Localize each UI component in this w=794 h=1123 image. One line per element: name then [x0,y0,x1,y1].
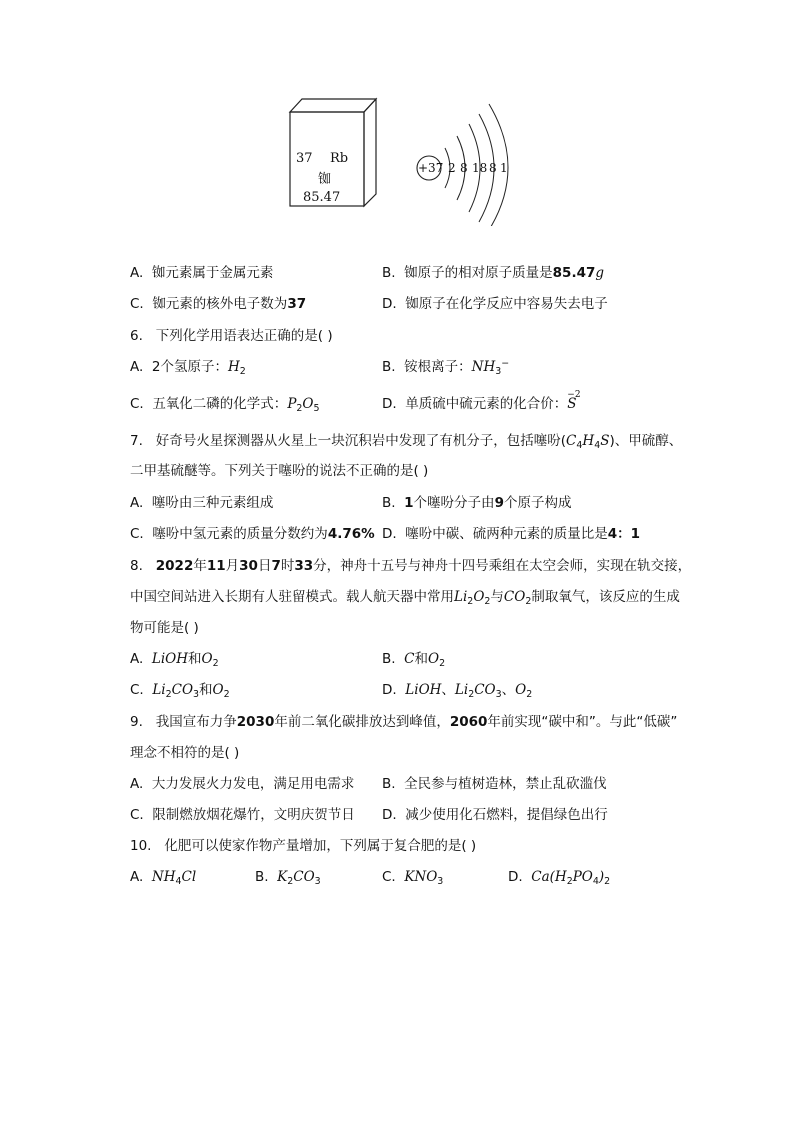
option-letter: D. [382,396,397,412]
shell-5-electrons: 1 [500,161,508,175]
subscript: 2 [239,366,246,377]
option-text: 五氧化二磷的化学式： [152,396,288,412]
option-text: 限制燃放烟花爆竹，文明庆贺节日 [152,807,355,823]
q7-stem-line2: 二甲基硫醚等。下列关于噻吩的说法不正确的是( ) [130,463,429,479]
subscript: 2 [467,596,474,607]
q6-stem [130,327,333,345]
option-text: 和 [199,682,213,698]
subscript: 4 [592,876,599,887]
option-text: 铷原子在化学反应中容易失去电子 [405,296,608,312]
subscript: 2 [165,689,172,700]
subscript: 2 [484,596,491,607]
question-number: 8. [130,558,143,574]
subscript: 2 [439,658,446,669]
formula: CO [474,682,496,698]
option-letter: C. [130,526,144,542]
q8-option-d[interactable] [382,681,532,699]
nucleus-charge: +37 [418,161,444,175]
shell-4-electrons: 8 [489,161,497,175]
shell-1-electrons: 2 [448,161,456,175]
formula: CO [503,589,526,605]
option-letter: C. [130,682,144,698]
formula: H [582,433,595,449]
q5-option-b[interactable] [382,264,604,282]
option-number: 85.47 [552,265,596,281]
option-text: 铷原子的相对原子质量是 [404,265,553,281]
formula: O [212,682,224,698]
formula: S [600,433,610,449]
option-letter: D. [508,869,523,885]
option-letter: B. [255,869,269,885]
q6-option-d[interactable] [382,390,581,413]
formula: CO [293,869,315,885]
option-letter: D. [382,526,397,542]
question-text: 时 [280,558,295,574]
option-unit: g [595,265,605,281]
option-text: 单质硫中硫元素的化合价： [405,396,568,412]
formula: LiOH [405,682,442,698]
subscript: 2 [223,689,230,700]
formula: O [515,682,527,698]
option-letter: B. [382,265,396,281]
subscript: 2 [296,403,303,414]
option-letter: D. [382,296,397,312]
question-number: 6. [130,328,143,344]
q8-option-b[interactable] [382,650,445,668]
option-text: 铵根离子： [404,359,472,375]
number: 33 [294,558,314,574]
element-symbol: Rb [330,151,349,166]
q8-option-c[interactable] [130,681,230,699]
question-text: 年 [193,558,207,574]
number: 2022 [155,558,194,574]
option-letter: B. [382,651,396,667]
q5-option-a[interactable] [130,264,273,282]
subscript: 2 [287,876,294,887]
subscript: 2 [604,876,611,887]
formula: NH [471,359,496,375]
number: 11 [206,558,226,574]
question-number: 9. [130,714,143,730]
option-letter: A. [130,359,144,375]
subscript: 3 [495,366,502,377]
q9-option-d[interactable] [382,806,608,824]
subscript: 4 [576,440,583,451]
formula: H [227,359,240,375]
formula: NH [151,869,176,885]
q8-stem-line1 [130,557,691,575]
option-letter: C. [382,869,396,885]
formula: O [473,589,485,605]
atom-structure [417,104,508,226]
formula: LiOH [151,651,189,667]
shell-3-electrons: 18 [472,161,488,175]
q5-option-d[interactable] [382,295,608,313]
subscript: 2 [468,689,475,700]
q10-option-c[interactable] [382,868,443,886]
formula: C [404,651,415,667]
q10-option-b[interactable] [255,868,321,886]
subscript: 2 [525,596,532,607]
option-letter: C. [130,296,144,312]
separator: 、 [441,682,455,698]
number: 7 [271,558,281,574]
q10-stem [130,837,476,855]
option-text: 个噻吩分子由 [413,495,495,511]
question-text: 月 [225,558,240,574]
q7-stem-line1 [130,432,682,450]
q10-option-d[interactable] [508,868,610,886]
option-letter: A. [130,265,144,281]
q6-option-c[interactable] [130,395,320,413]
option-number: 4：1 [607,526,641,542]
option-text: 大力发展火力发电，满足用电需求 [151,776,355,792]
option-letter: C. [130,396,144,412]
option-letter: B. [382,359,396,375]
formula: Ca(H [531,869,567,885]
q7-option-a[interactable] [130,494,273,512]
q7-option-d[interactable] [382,525,640,543]
formula: KNO [404,869,438,885]
option-letter: C. [130,807,144,823]
subscript: 3 [314,876,321,887]
formula: O [302,396,314,412]
option-text: 铷元素属于金属元素 [151,265,274,281]
question-text: 好奇号火星探测器从火星上一块沉积岩中发现了有机分子，包括噻吩( [155,433,567,449]
formula: Cl [181,869,197,885]
element-card [290,99,376,206]
subscript: 3 [495,689,502,700]
atomic-number: 37 [296,151,313,166]
formula: PO [572,869,593,885]
number: 2030 [236,714,275,730]
q7-option-c[interactable] [130,525,375,543]
shell-2-electrons: 8 [460,161,468,175]
question-text: 我国宣布力争 [155,714,237,730]
formula: ) [598,869,605,885]
element-name: 铷 [318,172,332,187]
atomic-mass: 85.47 [303,190,341,205]
option-letter: A. [130,495,144,511]
option-text: 减少使用化石燃料，提倡绿色出行 [405,807,608,823]
formula: O [201,651,213,667]
option-number: 9 [494,495,504,511]
option-text: 全民参与植树造林，禁止乱砍滥伐 [404,776,607,792]
subscript: 2 [526,689,533,700]
subscript: 2 [566,876,573,887]
number: 2060 [449,714,488,730]
option-number: 1 [404,495,414,511]
q8-option-a[interactable] [130,650,219,668]
q9-stem-line2: 理念不相符的是( ) [130,745,240,761]
option-text: 和 [414,651,428,667]
formula: S [567,396,577,412]
q9-option-c[interactable] [130,806,355,824]
question-text: 年前二氧化碳排放达到峰值， [274,714,450,730]
q8-stem-line2 [130,588,680,606]
option-number: 4.76% [327,526,375,542]
option-letter: B. [382,776,396,792]
question-text: 化肥可以使家作物产量增加，下列属于复合肥的是( ) [164,838,477,854]
q10-option-a[interactable] [130,868,196,886]
question-text: 分，神舟十五号与神舟十四号乘组在太空会师，实现在轨交接， [313,558,692,574]
formula: P [287,396,297,412]
q6-option-b[interactable] [382,358,509,376]
formula: C [566,433,577,449]
option-letter: A. [130,776,144,792]
question-text: 日 [257,558,272,574]
option-letter: D. [382,807,397,823]
q8-stem-line3: 物可能是( ) [130,620,199,636]
option-letter: B. [382,495,396,511]
option-text: 噻吩中碳、硫两种元素的质量比是 [405,526,608,542]
question-number: 7. [130,433,143,449]
formula: Li [152,682,166,698]
option-number: 37 [287,296,307,312]
q9-option-a[interactable] [130,775,354,793]
valence-formula [567,390,581,413]
question-text: 与 [490,589,504,605]
option-text: 个原子构成 [503,495,572,511]
formula: CO [171,682,194,698]
option-text: 噻吩中氢元素的质量分数约为 [152,526,328,542]
q5-option-c[interactable] [130,295,306,313]
q9-option-b[interactable] [382,775,607,793]
separator: 、 [501,682,516,698]
option-text: 和 [188,651,202,667]
option-text: 2个氢原子： [151,359,228,375]
valence-value: −2 [567,390,581,400]
question-number: 10. [130,838,152,854]
question-text: 中国空间站进入长期有人驻留模式。载人航天器中常用 [130,589,454,605]
option-text: 铷元素的核外电子数为 [152,296,288,312]
option-letter: A. [130,651,144,667]
formula: O [428,651,440,667]
subscript: 5 [313,403,320,414]
subscript: 3 [193,689,200,700]
question-text: 制取氧气，该反应的生成 [531,589,680,605]
rubidium-figure [287,96,522,226]
option-letter: A. [130,869,144,885]
rubidium-diagram [287,96,522,226]
subscript: 3 [437,876,444,887]
superscript: − [501,358,510,369]
formula: K [277,869,288,885]
q9-stem-line1 [130,713,677,731]
subscript: 4 [594,440,601,451]
question-text: 年前实现“碳中和”。与此“低碳” [487,714,678,730]
option-letter: D. [382,682,397,698]
subscript: 4 [175,876,182,887]
q7-option-b[interactable] [382,494,571,512]
number: 30 [239,558,258,574]
q6-option-a[interactable] [130,358,246,376]
question-text: 下列化学用语表达正确的是( ) [155,328,333,344]
formula: Li [454,589,468,605]
option-text: 噻吩由三种元素组成 [151,495,274,511]
question-text: )、甲硫醇、 [609,433,683,449]
subscript: 2 [212,658,219,669]
formula: Li [454,682,469,698]
